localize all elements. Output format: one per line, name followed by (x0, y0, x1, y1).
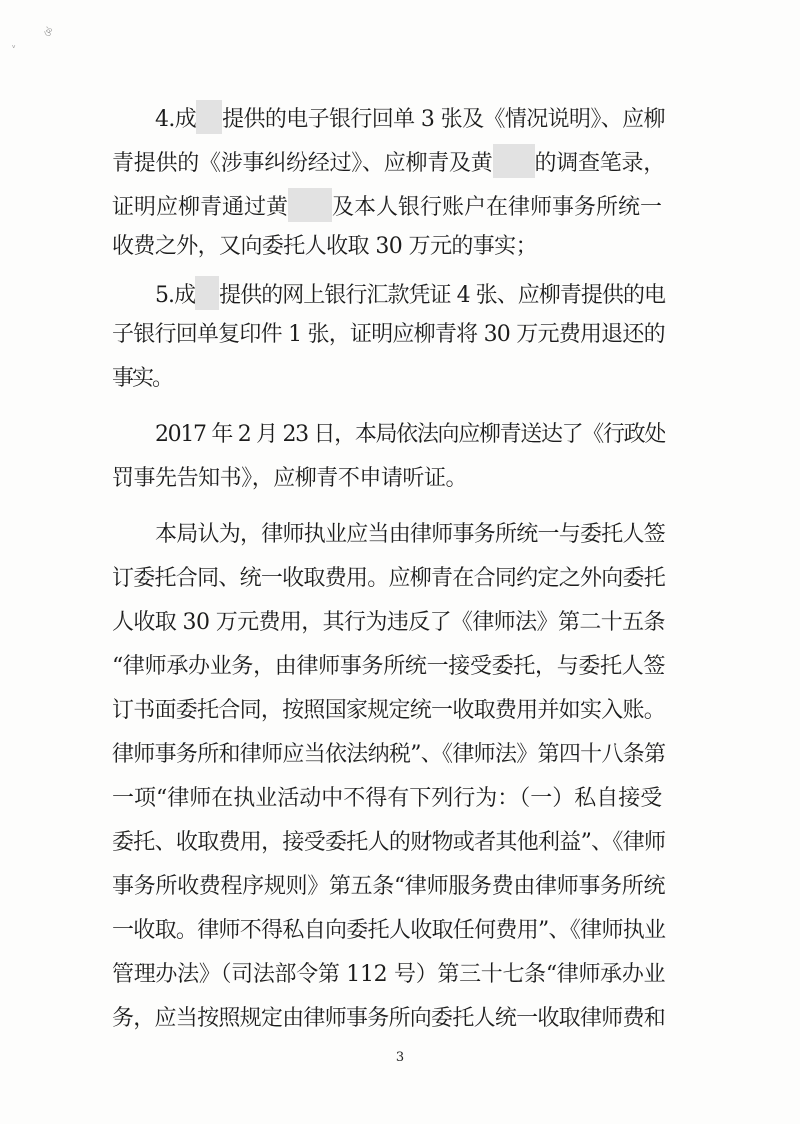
page-number: 3 (395, 1050, 405, 1065)
body-text-line: 一收取。律师不得私自向委托人收取任何费用”、《律师执业 (112, 918, 666, 943)
redaction-box (196, 100, 222, 134)
body-text-line: 4.成 提供的电子银行回单 3 张及《情况说明》、应柳 (155, 100, 665, 130)
body-text-line: 子银行回单复印件 1 张，证明应柳青将 30 万元费用退还的 (112, 322, 665, 347)
scan-speck: ᵛ (12, 44, 16, 54)
body-text-line: 订委托合同、统一收取费用。应柳青在合同约定之外向委托 (112, 566, 666, 591)
body-text-line: 管理办法》（司法部令第 112 号）第三十七条“律师承办业 (112, 962, 666, 987)
redaction-box (493, 144, 535, 178)
body-text-line: 委托、收取费用，接受委托人的财物或者其他利益”、《律师 (112, 830, 666, 855)
body-text-line: 证明应柳青通过黄 及本人银行账户在律师事务所统一 (112, 188, 665, 218)
body-text-line: 事务所收费程序规则》第五条“律师服务费由律师事务所统 (112, 874, 666, 899)
body-text-line: 青提供的《涉事纠纷经过》、应柳青及黄 的调查笔录， (112, 144, 665, 174)
body-text-line: “律师承办业务，由律师事务所统一接受委托，与委托人签 (112, 654, 666, 679)
body-text-line: 务，应当按照规定由律师事务所向委托人统一收取律师费和 (112, 1006, 666, 1031)
body-text-line: 本局认为，律师执业应当由律师事务所统一与委托人签 (155, 522, 666, 547)
body-text-line: 罚事先告知书》，应柳青不申请听证。 (112, 466, 468, 491)
body-text-line: 收费之外，又向委托人收取 30 万元的事实； (112, 234, 538, 259)
scan-speck: ঔ (44, 28, 53, 39)
body-text-line: 订书面委托合同，按照国家规定统一收取费用并如实入账。 (112, 698, 666, 723)
body-text-line: 律师事务所和律师应当依法纳税”、《律师法》第四十八条第 (112, 742, 666, 767)
body-text-line: 5.成 提供的网上银行汇款凭证 4 张、应柳青提供的电 (155, 276, 665, 306)
redaction-box (288, 188, 332, 222)
body-text-line: 2017 年 2 月 23 日，本局依法向应柳青送达了《行政处 (155, 422, 666, 447)
body-text-line: 事实。 (112, 366, 173, 391)
body-text-line: 一项“律师在执业活动中不得有下列行为：（一）私自接受 (112, 786, 663, 811)
redaction-box (195, 276, 219, 310)
body-text-line: 人收取 30 万元费用，其行为违反了《律师法》第二十五条 (112, 610, 665, 635)
